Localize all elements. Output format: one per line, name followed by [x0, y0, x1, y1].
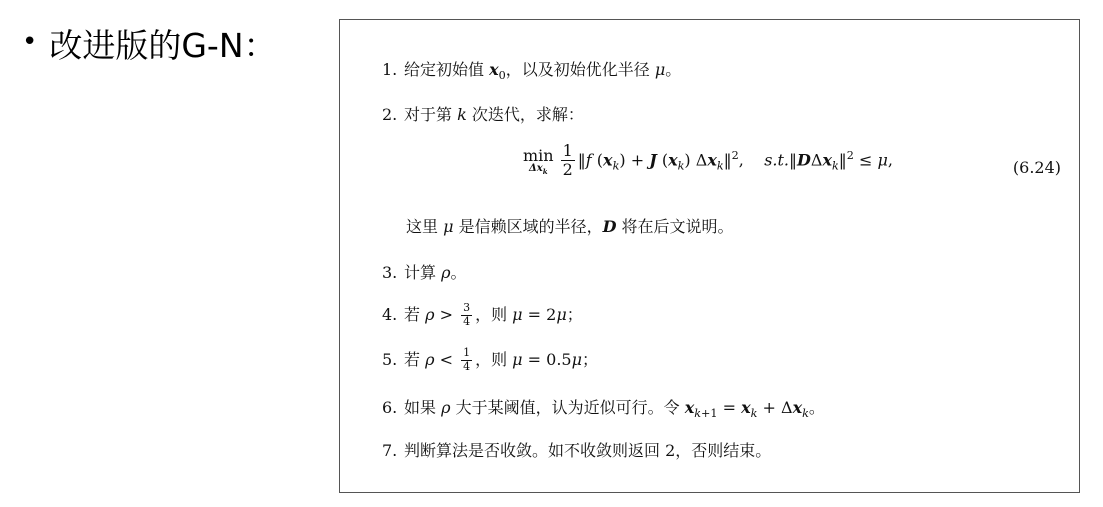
step-1: 1. 给定初始值 $x_0$，以及初始优化半径 μ。 [382, 60, 682, 83]
step-2: 2. 对于第 k 次迭代，求解： [382, 105, 584, 124]
algorithm-box [339, 19, 1080, 493]
step-6: 6. 如果 ρ 大于某阈值，认为近似可行。令 $x_{k+1} = x_k + \Delta x_k$。 [382, 398, 825, 421]
equation-number: (6.24) [1012, 158, 1061, 177]
slide-heading [22, 20, 277, 67]
step-3: 3. 计算 ρ。 [382, 263, 467, 282]
bullet-icon: • [22, 26, 38, 57]
slide-title: 改进版的G-N： [49, 26, 277, 65]
radius-note: 这里 μ 是信赖区域的半径，D 将在后文说明。 [406, 217, 734, 236]
step-5: 5. 若 ρ < $\frac{1}{4}$ ，则 μ = 0.5μ； [382, 346, 599, 373]
equation-6-24: min $\Delta x_k$ $\frac{1}{2}$ ‖f $(x_k) + J$ $(x_k)$ $\Delta x_k‖^2$, s.t.‖DΔx$_k$‖$^2$ ≤ μ, [523, 141, 893, 180]
step-4: 4. 若 ρ > $\frac{3}{4}$ ，则 μ = 2μ； [382, 301, 583, 328]
step-7: 7. 判断算法是否收敛。如不收敛则返回 2，否则结束。 [382, 441, 772, 460]
